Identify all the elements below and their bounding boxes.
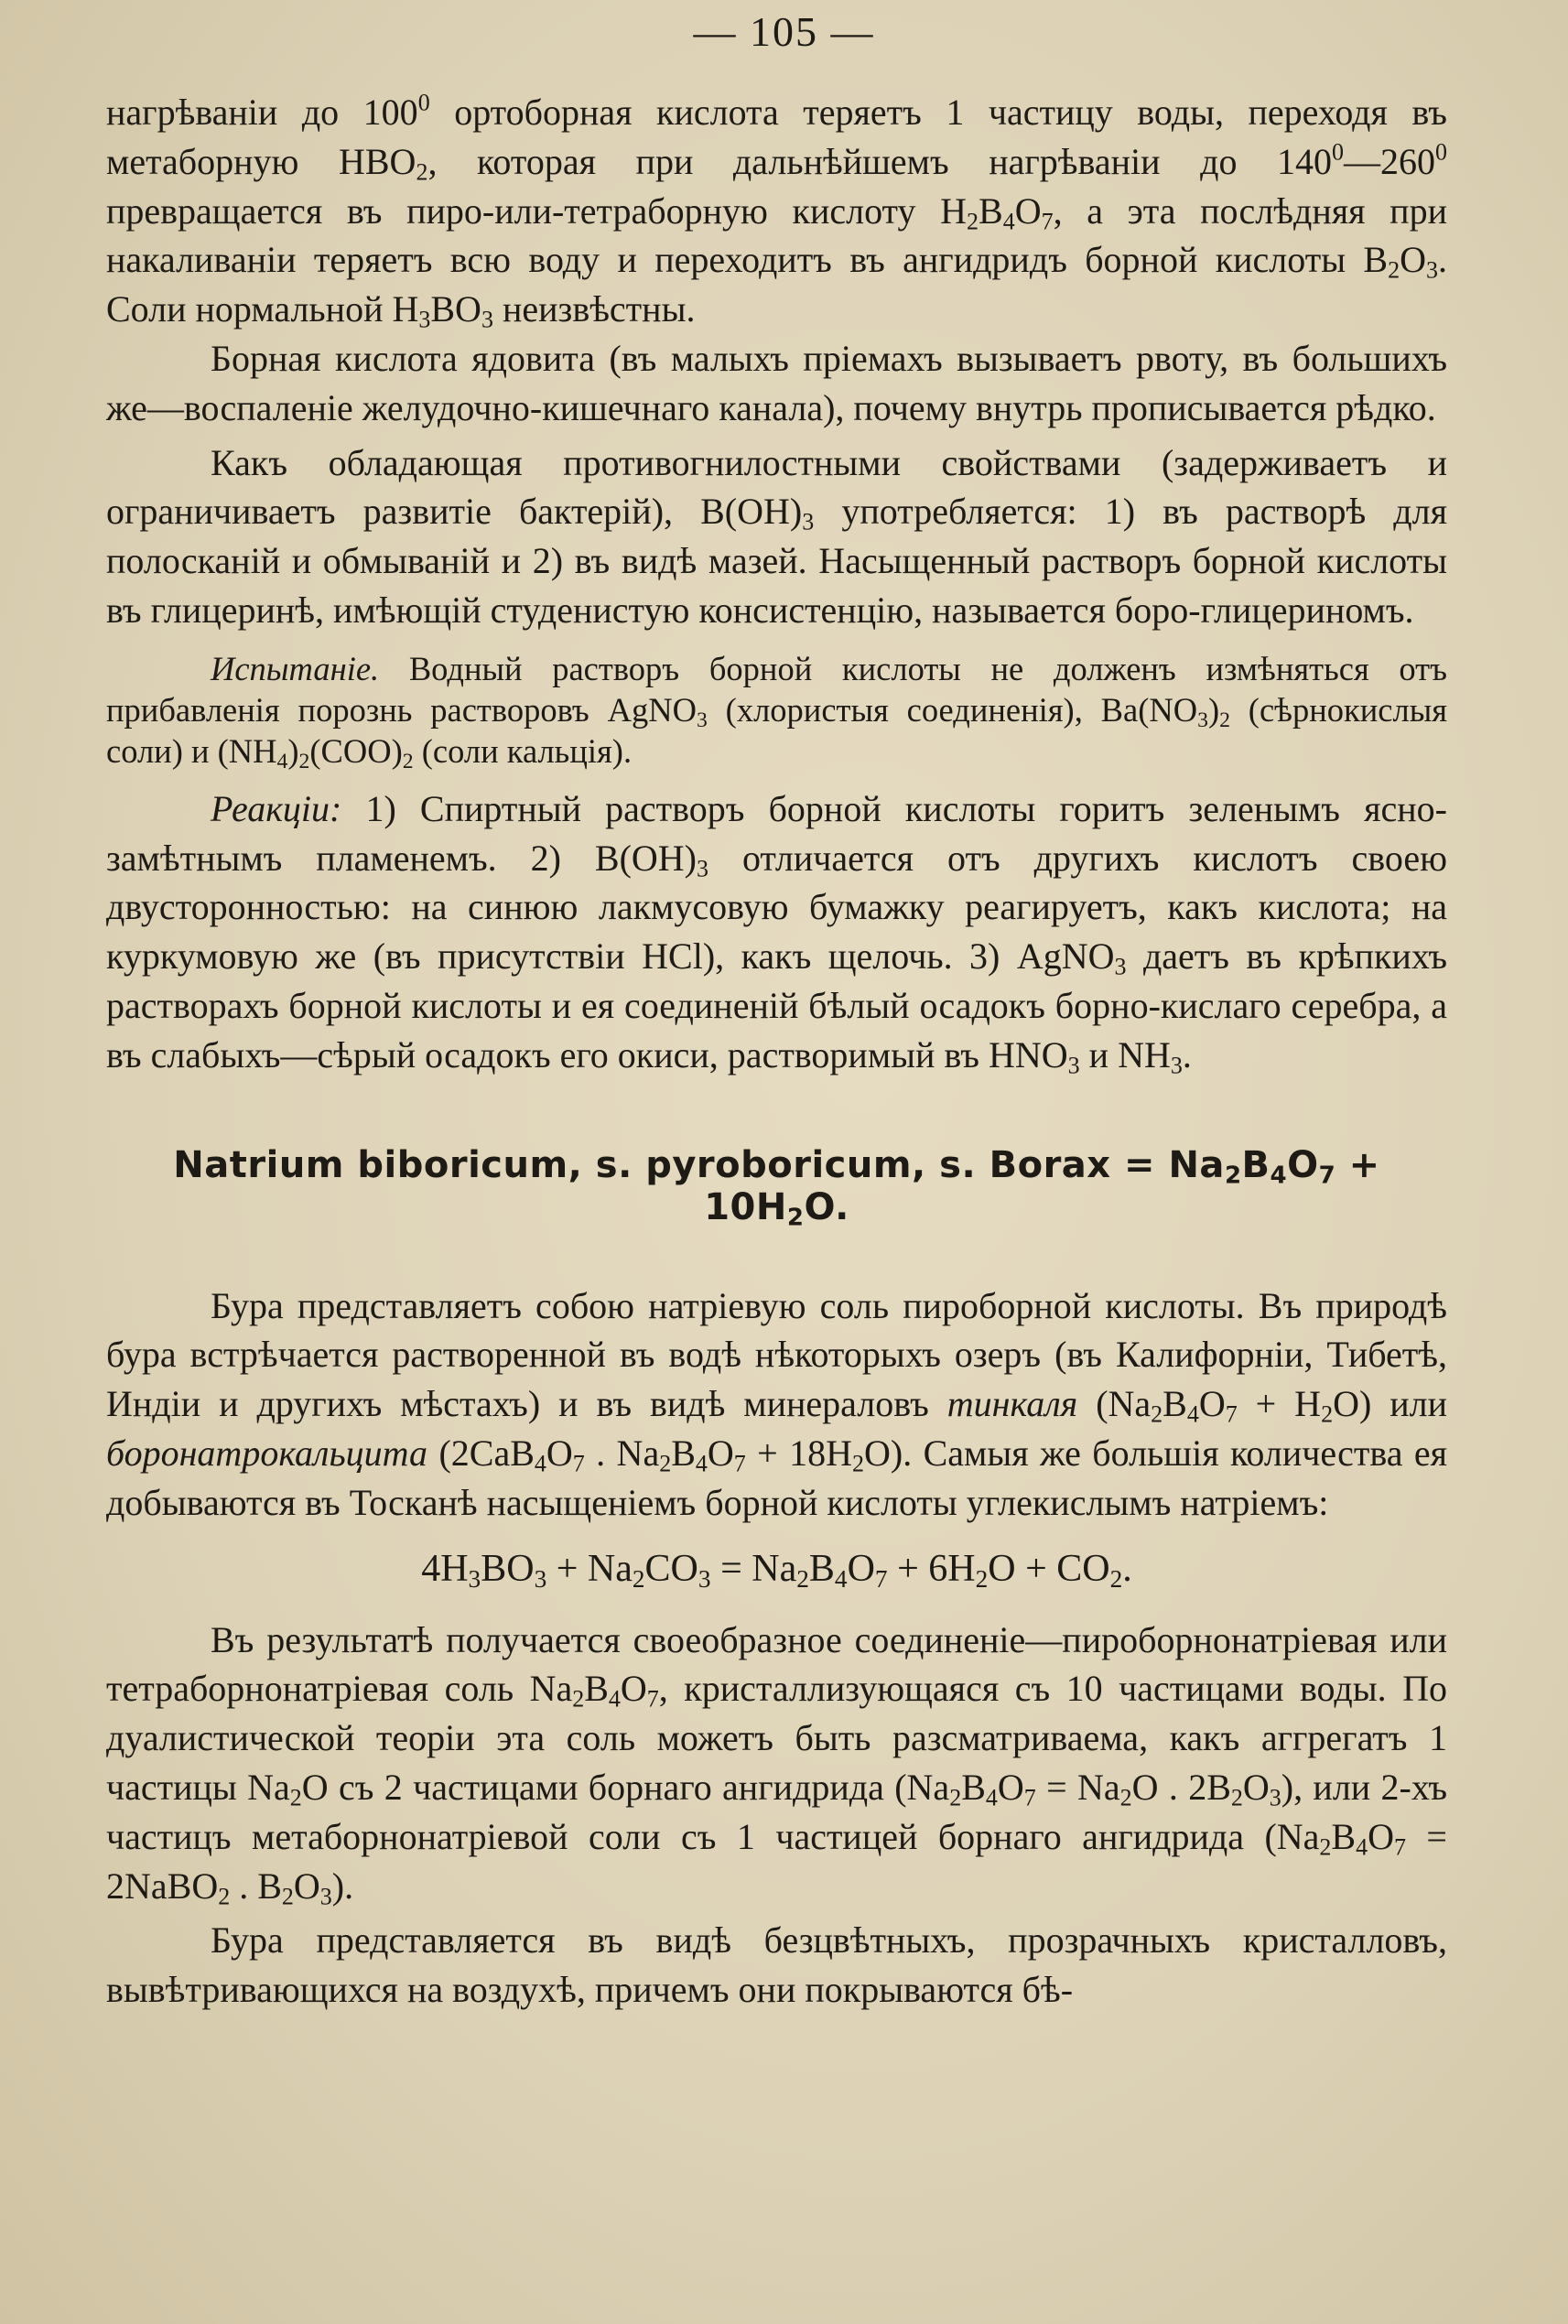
paragraph-borax-nature: Бура представляетъ собою натріевую соль пироборной кислоты. Въ природѣ бура встрѣчается растворенной въ водѣ нѣкоторыхъ озеръ (въ Калифорніи, Тибетѣ, Индіи и другихъ мѣстахъ) и въ видѣ минераловъ тинкаля $(Na_2B_4O_7 + H_2O)$ или боронатрокальцита ($2CaB_4O_7$ . $Na_2B_4O_7 + 18H_2O$). Самыя же большія количества ея добываются въ Тосканѣ насыщеніемъ борной кислоты углекислымъ натріемъ: — [106, 1284, 1448, 1523]
paragraph-reactions: Реакціи: 1) Спиртный растворъ борной кислоты горитъ зеленымъ ясно-замѣтнымъ пламенемъ. 2) $B(OH)_3$ отличается отъ другихъ кислотъ своею двусторонностью: на синюю лакмусовую бумажку реагируетъ, какъ кислота; на куркумовую же (въ присутствіи HCl), какъ щелочь. 3) AgNO$_3$ даетъ въ крѣпкихъ растворахъ борной кислоты и ея соединеній бѣлый осадокъ борно-кислаго серебра, а въ слабыхъ—сѣрый осадокъ его окиси, растворимый въ $HNO_3$ и $NH_3$. — [106, 787, 1448, 1079]
page-number: — 105 — — [693, 8, 875, 55]
paragraph-boric-acid-heating: нагрѣваніи до $100^0$ ортоборная кислота теряетъ 1 частицу воды, переходя въ метаборную $HBO_2$, которая при дальнѣйшемъ нагрѣваніи до $140^0—260^0$ превращается въ пиро-или-тетраборную кислоту $H_2B_4O_7$, а эта послѣдняя при накаливаніи теряетъ всю воду и переходитъ въ ангидридъ борной кислоты $B_2O_3$. Соли нормальной $H_3BO_3$ неизвѣстны. — [106, 89, 1447, 333]
body-text — [106, 88, 1447, 2015]
paragraph-borax-appearance: Бура представляется въ видѣ безцвѣтныхъ, прозрачныхъ кристалловъ, вывѣтривающихся на воздухѣ, причемъ они покрываются бѣ- — [106, 1919, 1447, 2011]
paragraph-borax-composition: Въ результатѣ получается своеобразное соединеніе—пироборнонатріевая или тетраборнонатріевая соль $Na_2B_4O_7$, кристаллизующаяся съ 10 частицами воды. По дуалистической теоріи эта соль можетъ быть разсматриваема, какъ аггрегатъ 1 частицы $Na_2O$ съ 2 частицами борнаго ангидрида ($Na_2B_4O_7 = Na_2O$ . $2B_2O_3$), или 2-хъ частицъ метаборнонатріевой соли съ 1 частицей борнаго ангидрида ($Na_2B_4O_7$ = 2NaBO$_2$ . $B_2O_3$). — [106, 1618, 1448, 1910]
paragraph-boric-acid-toxicity: Борная кислота ядовита (въ малыхъ пріемахъ вызываетъ рвоту, въ большихъ же—воспаленіе желудочно-кишечнаго канала), почему внутрь прописывается рѣдко. — [106, 337, 1447, 428]
paragraph-boric-acid-uses: Какъ обладающая противогнилостными свойствами (задерживаетъ и ограничиваетъ развитіе бактерій), $B(OH)_3$ употребляется: 1) въ растворѣ для полосканій и обмываній и 2) въ видѣ мазей. Насыщенный растворъ борной кислоты въ глицеринѣ, имѣющій студенистую консистенцію, называется боро-глицериномъ. — [106, 441, 1448, 631]
chemical-equation: $4H_3BO_3 + Na_2CO_3 = Na_2B_4O_7 + 6H_2O + CO_2$. — [421, 1547, 1132, 1593]
paragraph-testing: Испытаніе. Водный растворъ борной кислоты не долженъ измѣняться отъ прибавленія порознь растворовъ AgNO$_3$ (хлористыя соединенія), $Ba(NO_3)_2$ (сѣрнокислыя соли) и $(NH_4)_2(COO)_2$ (соли кальція). — [106, 649, 1448, 773]
section-heading-borax: Natrium biboricum, s. pyroboricum, s. Borax = $Na_2B_4O_7 + 10H_2O$. — [173, 1143, 1380, 1232]
